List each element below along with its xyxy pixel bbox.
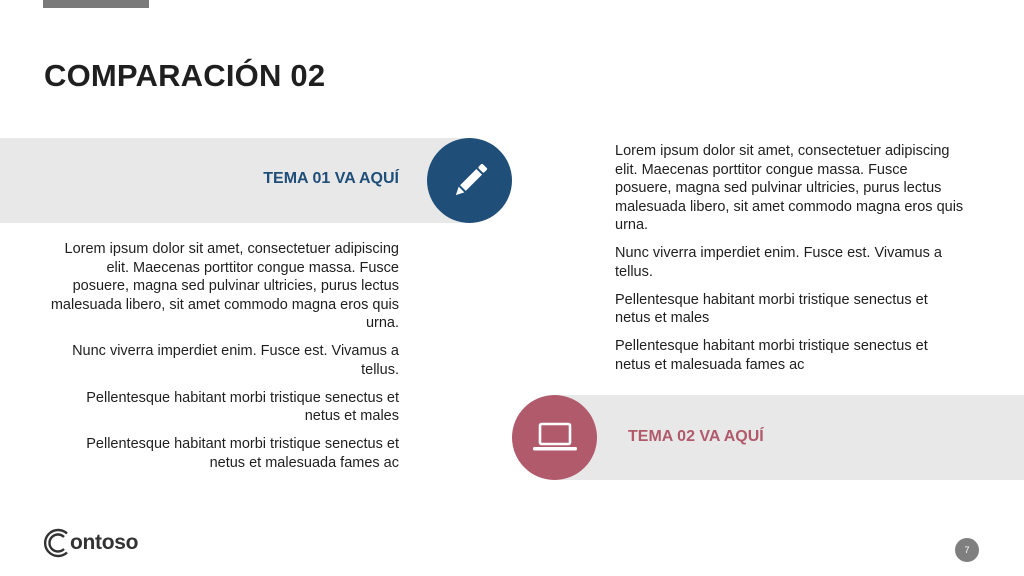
laptop-icon [531,420,579,456]
topic-2-paragraph: Nunc viverra imperdiet enim. Fusce est. Vivamus a tellus. [615,245,942,280]
pencil-icon [448,159,492,203]
topic-1-paragraph: Pellentesque habitant morbi tristique senectus et netus et males [86,389,399,424]
topic-2-text [615,142,965,384]
contoso-logo-text: ontoso [70,531,139,554]
topic-1-paragraph: Lorem ipsum dolor sit amet, consectetuer adipiscing elit. Maecenas porttitor congue massa. Fusce posuere, magna sed pulvinar ultricies, purus lectus malesuada libero, sit amet commodo magna eros quis urna. [50,241,399,331]
topic-2-icon-circle [512,395,597,480]
contoso-logo-icon [42,526,72,560]
topic-1-icon-circle [427,138,512,223]
topic-2-paragraph: Pellentesque habitant morbi tristique senectus et netus et males [615,291,928,326]
page-number-badge: 7 [955,538,979,562]
topic-2-paragraph: Lorem ipsum dolor sit amet, consectetuer adipiscing elit. Maecenas porttitor congue massa. Fusce posuere, magna sed pulvinar ultricies, purus lectus malesuada libero, sit amet commodo magna eros quis urna. [615,143,964,233]
top-accent-bar [43,0,149,8]
slide-title: COMPARACIÓN 02 [44,58,326,93]
topic-1-paragraph: Nunc viverra imperdiet enim. Fusce est. Vivamus a tellus. [72,343,399,378]
topic-2-paragraph: Pellentesque habitant morbi tristique senectus et netus et malesuada fames ac [615,338,928,373]
topic-1-paragraph: Pellentesque habitant morbi tristique senectus et netus et malesuada fames ac [86,436,399,471]
topic-2-label: TEMA 02 VA AQUÍ [628,428,764,445]
topic-2-band [552,395,1024,480]
contoso-logo [42,526,138,560]
topic-1-label: TEMA 01 VA AQUÍ [263,170,399,187]
topic-1-text [50,240,399,482]
topic-1-band [0,138,470,223]
